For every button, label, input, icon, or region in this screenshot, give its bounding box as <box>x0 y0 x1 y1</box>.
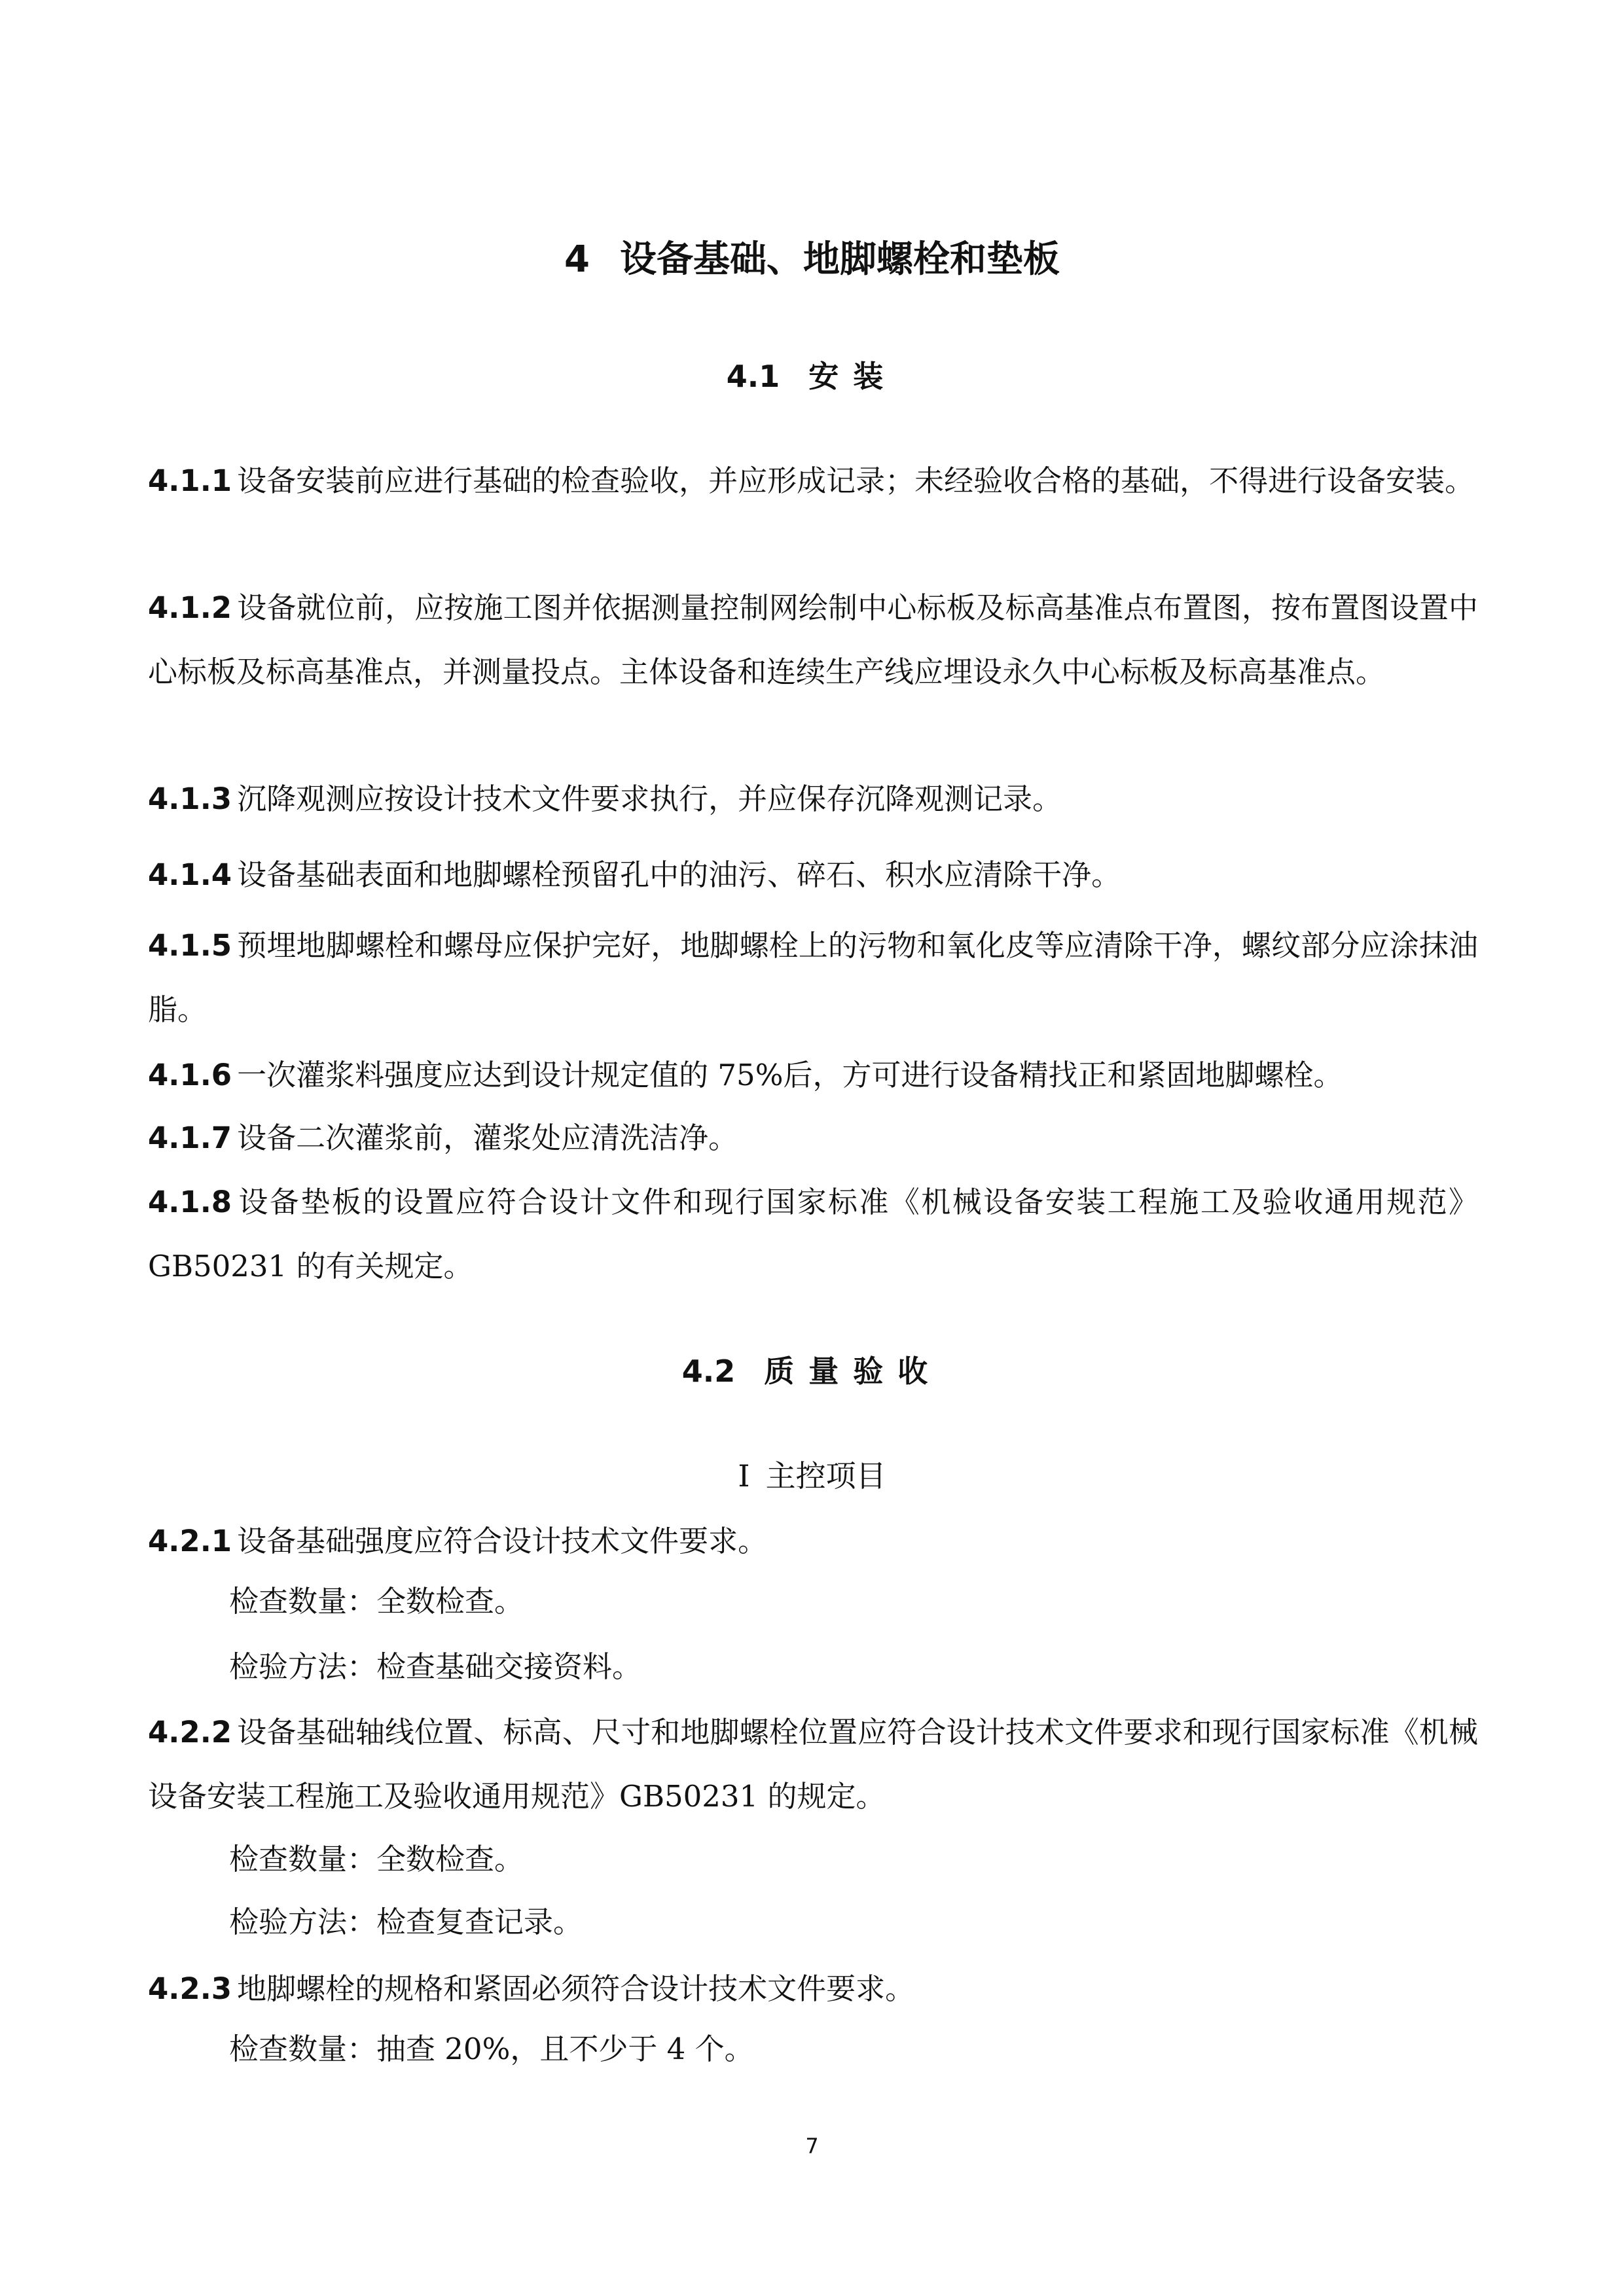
clause-number: 4.1.5 <box>148 928 232 963</box>
section-title: 安装 <box>808 359 898 394</box>
chapter-title: 设备基础、地脚螺栓和垫板 <box>619 238 1060 281</box>
page-number: 7 <box>805 2134 819 2159</box>
subsection-heading <box>0 1453 1624 1499</box>
chapter-number: 4 <box>564 238 590 281</box>
clause-number: 4.1.2 <box>148 590 232 625</box>
inspection-method: 检验方法：检查基础交接资料。 <box>229 1649 642 1684</box>
section-number: 4.2 <box>681 1354 736 1389</box>
clause-number: 4.1.6 <box>148 1058 232 1092</box>
clause-text: 设备安装前应进行基础的检查验收，并应形成记录；未经验收合格的基础，不得进行设备安装。 <box>237 463 1475 498</box>
inspection-quantity: 检查数量：全数检查。 <box>229 1842 524 1876</box>
clause-text: 预埋地脚螺栓和螺母应保护完好，地脚螺栓上的污物和氧化皮等应清除干净，螺纹部分应涂抹油脂。 <box>148 928 1478 1027</box>
clause-text: 设备垫板的设置应符合设计文件和现行国家标准《机械设备安装工程施工及验收通用规范》GB50231 的有关规定。 <box>148 1185 1478 1283</box>
inspection-quantity: 检查数量：抽查 20%，且不少于 4 个。 <box>229 2032 754 2066</box>
subsection-roman: Ⅰ <box>738 1458 750 1494</box>
clause-4-1-3 <box>148 767 1478 831</box>
clause-number: 4.1.1 <box>148 463 232 498</box>
clause-4-2-1 <box>148 1509 1478 1573</box>
clause-4-2-3 <box>148 1957 1478 2021</box>
clause-number: 4.1.8 <box>148 1185 232 1219</box>
clause-text: 地脚螺栓的规格和紧固必须符合设计技术文件要求。 <box>237 1971 915 2006</box>
clause-text: 设备基础强度应符合设计技术文件要求。 <box>237 1524 768 1558</box>
clause-4-1-8 <box>148 1170 1478 1299</box>
clause-text: 设备就位前，应按施工图并依据测量控制网绘制中心标板及标高基准点布置图，按布置图设置中心标板及标高基准点，并测量投点。主体设备和连续生产线应埋设永久中心标板及标高基准点。 <box>148 590 1478 689</box>
clause-4-1-6 <box>148 1043 1478 1107</box>
clause-text: 设备基础轴线位置、标高、尺寸和地脚螺栓位置应符合设计技术文件要求和现行国家标准《机械设备安装工程施工及验收通用规范》GB50231 的规定。 <box>148 1715 1478 1814</box>
clause-number: 4.1.7 <box>148 1121 232 1155</box>
clause-4-1-7 <box>148 1106 1478 1170</box>
clause-4-1-1 <box>148 449 1478 513</box>
section-title: 质量验收 <box>764 1354 943 1389</box>
clause-4-1-4 <box>148 843 1478 907</box>
inspection-method: 检验方法：检查复查记录。 <box>229 1905 583 1939</box>
clause-text: 一次灌浆料强度应达到设计规定值的 75%后，方可进行设备精找正和紧固地脚螺栓。 <box>237 1058 1343 1092</box>
clause-4-1-5 <box>148 914 1478 1042</box>
clause-number: 4.1.3 <box>148 781 232 816</box>
clause-number: 4.2.1 <box>148 1524 232 1558</box>
clause-number: 4.2.2 <box>148 1715 232 1749</box>
clause-4-1-2 <box>148 576 1478 704</box>
inspection-quantity: 检查数量：全数检查。 <box>229 1584 524 1619</box>
subsection-title: 主控项目 <box>765 1458 886 1494</box>
clause-text: 沉降观测应按设计技术文件要求执行，并应保存沉降观测记录。 <box>237 781 1062 816</box>
section-heading-4-2 <box>0 1348 1624 1394</box>
chapter-heading <box>0 230 1624 289</box>
clause-4-2-2 <box>148 1700 1478 1829</box>
clause-number: 4.2.3 <box>148 1971 232 2006</box>
clause-text: 设备基础表面和地脚螺栓预留孔中的油污、碎石、积水应清除干净。 <box>237 857 1121 892</box>
section-heading-4-1 <box>0 353 1624 399</box>
section-number: 4.1 <box>726 359 780 394</box>
clause-text: 设备二次灌浆前，灌浆处应清洗洁净。 <box>237 1121 738 1155</box>
clause-number: 4.1.4 <box>148 857 232 892</box>
